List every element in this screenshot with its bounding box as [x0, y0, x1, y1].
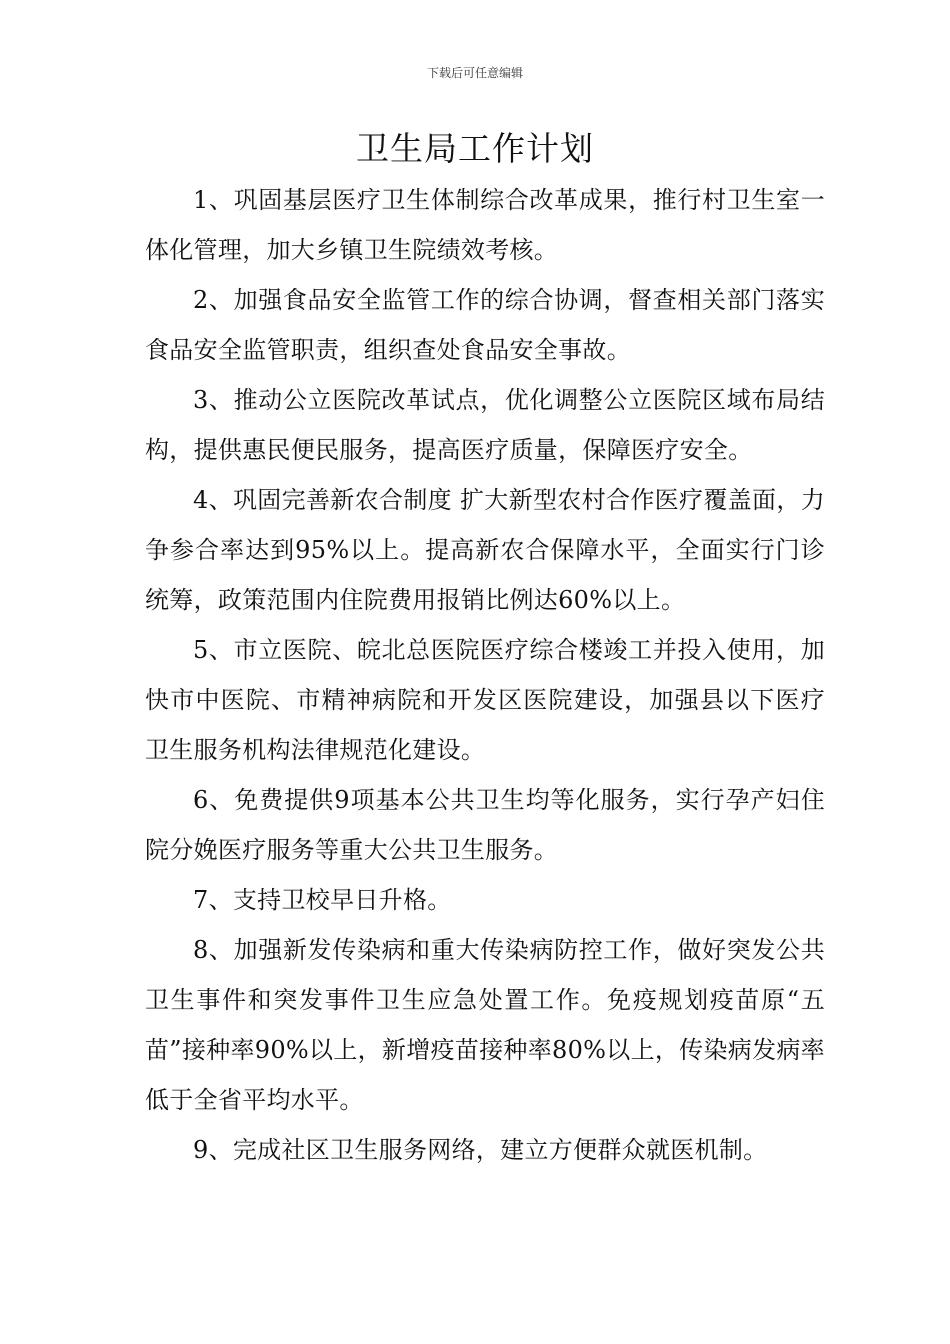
- paragraph-1: 1、巩固基层医疗卫生体制综合改革成果，推行村卫生室一体化管理，加大乡镇卫生院绩效考核。: [145, 186, 825, 264]
- document-title: 卫生局工作计划: [356, 129, 594, 168]
- header-note: 下载后可任意编辑: [426, 66, 523, 80]
- paragraph-5: 5、市立医院、皖北总医院医疗综合楼竣工并投入使用，加快市中医院、市精神病院和开发区医院建设，加强县以下医疗卫生服务机构法律规范化建设。: [145, 636, 825, 764]
- document-body: [145, 175, 825, 1175]
- paragraph-2: 2、加强食品安全监管工作的综合协调，督查相关部门落实食品安全监管职责，组织查处食品安全事故。: [145, 286, 825, 364]
- paragraph-9: 9、完成社区卫生服务网络，建立方便群众就医机制。: [193, 1136, 768, 1164]
- paragraph-4: 4、巩固完善新农合制度 扩大新型农村合作医疗覆盖面，力争参合率达到95%以上。提高新农合保障水平，全面实行门诊统筹，政策范围内住院费用报销比例达60%以上。: [145, 486, 825, 614]
- paragraph-7: 7、支持卫校早日升格。: [193, 886, 452, 914]
- paragraph-8: 8、加强新发传染病和重大传染病防控工作，做好突发公共卫生事件和突发事件卫生应急处置工作。免疫规划疫苗原“五苗”接种率90%以上，新增疫苗接种率80%以上，传染病发病率低于全省平均水平。: [145, 936, 825, 1114]
- paragraph-3: 3、推动公立医院改革试点，优化调整公立医院区域布局结构，提供惠民便民服务，提高医疗质量，保障医疗安全。: [145, 386, 825, 464]
- paragraph-6: 6、免费提供9项基本公共卫生均等化服务，实行孕产妇住院分娩医疗服务等重大公共卫生服务。: [145, 786, 825, 864]
